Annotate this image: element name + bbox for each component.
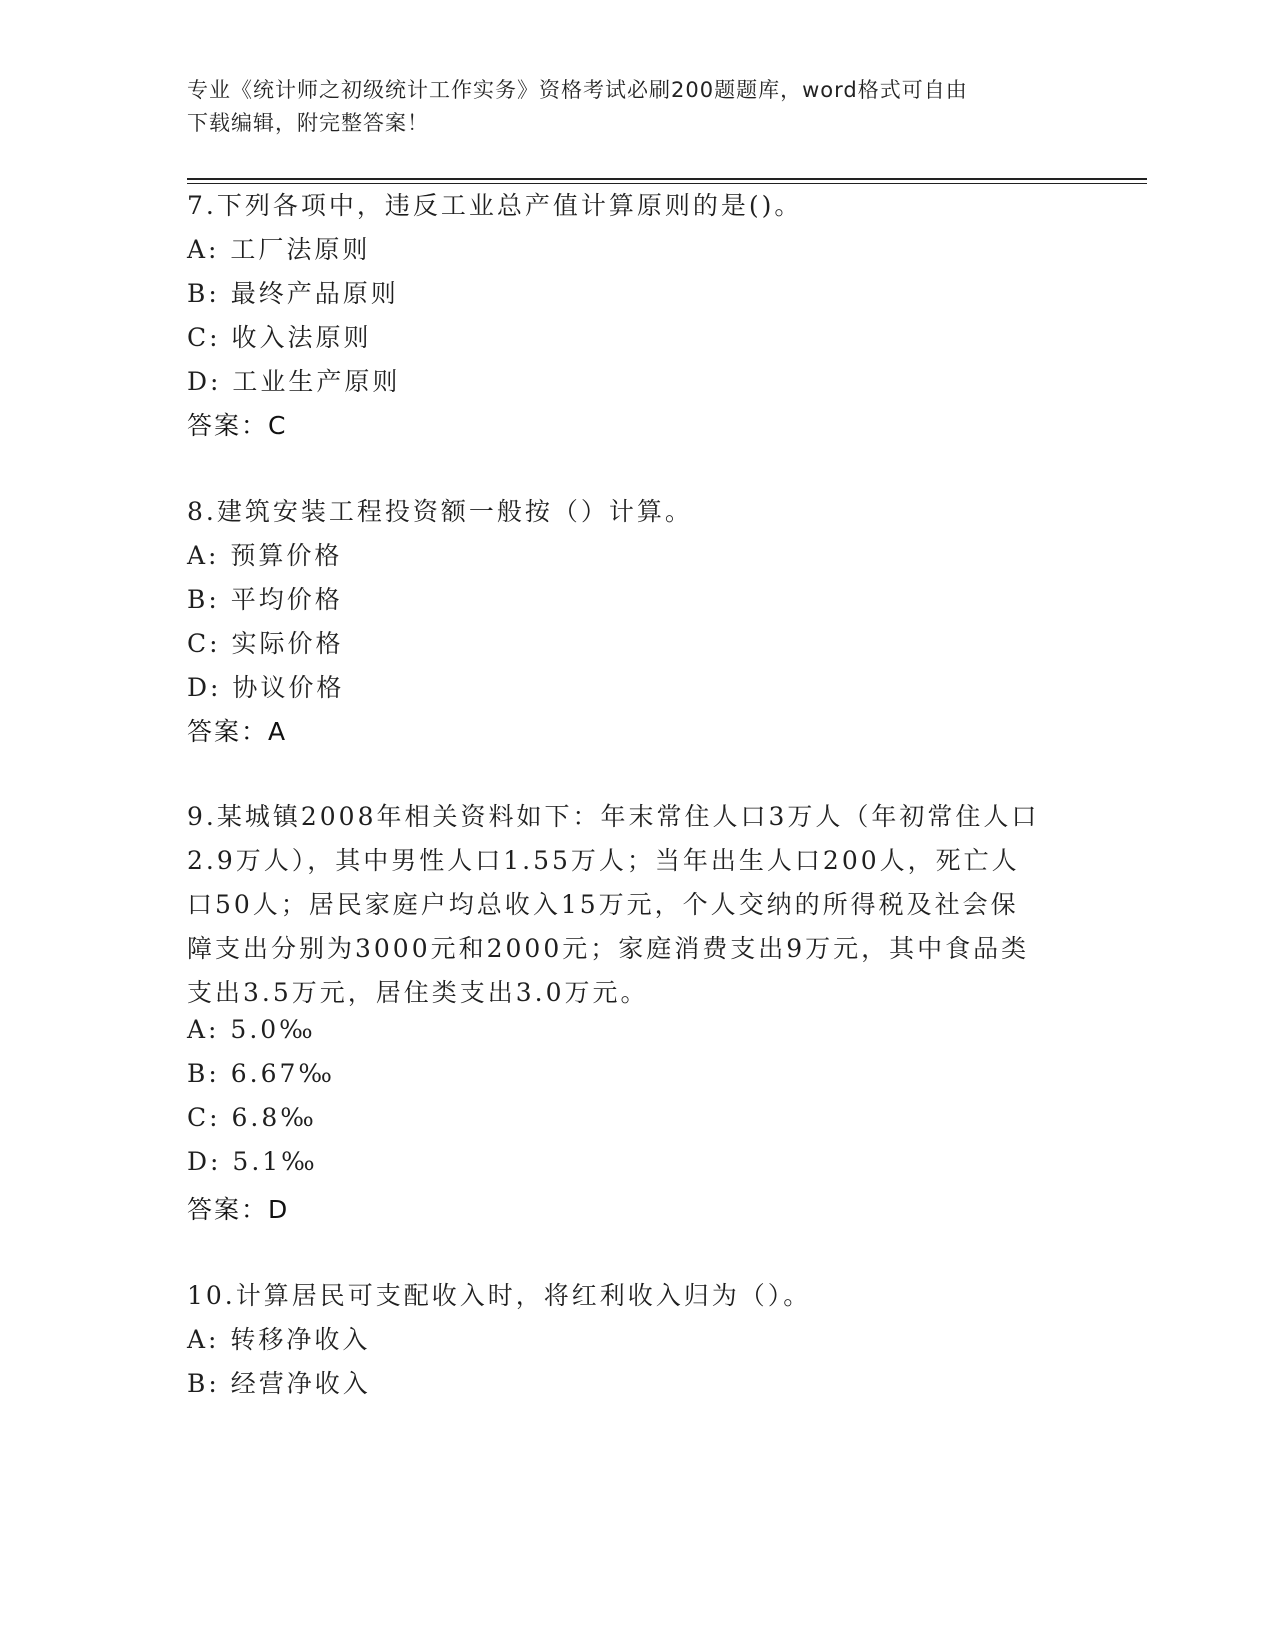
question-9-answer: 答案：D: [187, 1195, 290, 1224]
question-9-option-a: A: 5.0‰: [187, 1015, 316, 1044]
header-divider-thin: [187, 183, 1147, 184]
question-8-option-c: C: 实际价格: [187, 629, 344, 658]
header-line-1: 专业《统计师之初级统计工作实务》资格考试必刷200题题库，word格式可自由: [187, 78, 968, 102]
question-9-stem-line-3: 口50人；居民家庭户均总收入15万元，个人交纳的所得税及社会保: [187, 890, 1019, 919]
question-10-option-a: A: 转移净收入: [187, 1325, 371, 1354]
question-7-answer: 答案：C: [187, 411, 288, 440]
document-header: [187, 74, 1067, 140]
question-9-option-c: C: 6.8‰: [187, 1103, 317, 1132]
header-divider-thick: [187, 178, 1147, 180]
question-7-option-c: C: 收入法原则: [187, 323, 372, 352]
question-8-option-b: B: 平均价格: [187, 585, 343, 614]
question-7-option-b: B: 最终产品原则: [187, 279, 399, 308]
question-8-answer: 答案：A: [187, 717, 288, 746]
question-9-stem-line-5: 支出3.5万元，居住类支出3.0万元。: [187, 978, 649, 1007]
question-10-option-b: B: 经营净收入: [187, 1369, 371, 1398]
question-9-option-b: B: 6.67‰: [187, 1059, 335, 1088]
question-9-stem-line-4: 障支出分别为3000元和2000元；家庭消费支出9万元，其中食品类: [187, 934, 1030, 963]
question-9-option-d: D: 5.1‰: [187, 1147, 318, 1176]
question-8-stem: 8.建筑安装工程投资额一般按（）计算。: [187, 497, 693, 526]
question-7-stem: 7.下列各项中，违反工业总产值计算原则的是()。: [187, 191, 803, 220]
header-line-2: 下载编辑，附完整答案！: [187, 111, 429, 135]
question-9-stem-line-2: 2.9万人），其中男性人口1.55万人；当年出生人口200人，死亡人: [187, 846, 1020, 875]
question-8-option-a: A: 预算价格: [187, 541, 343, 570]
question-8-option-d: D: 协议价格: [187, 673, 345, 702]
question-10-stem: 10.计算居民可支配收入时，将红利收入归为（）。: [187, 1281, 812, 1310]
question-7-option-a: A: 工厂法原则: [187, 235, 371, 264]
question-9-stem-line-1: 9.某城镇2008年相关资料如下：年末常住人口3万人（年初常住人口: [187, 802, 1040, 831]
question-7-option-d: D: 工业生产原则: [187, 367, 401, 396]
